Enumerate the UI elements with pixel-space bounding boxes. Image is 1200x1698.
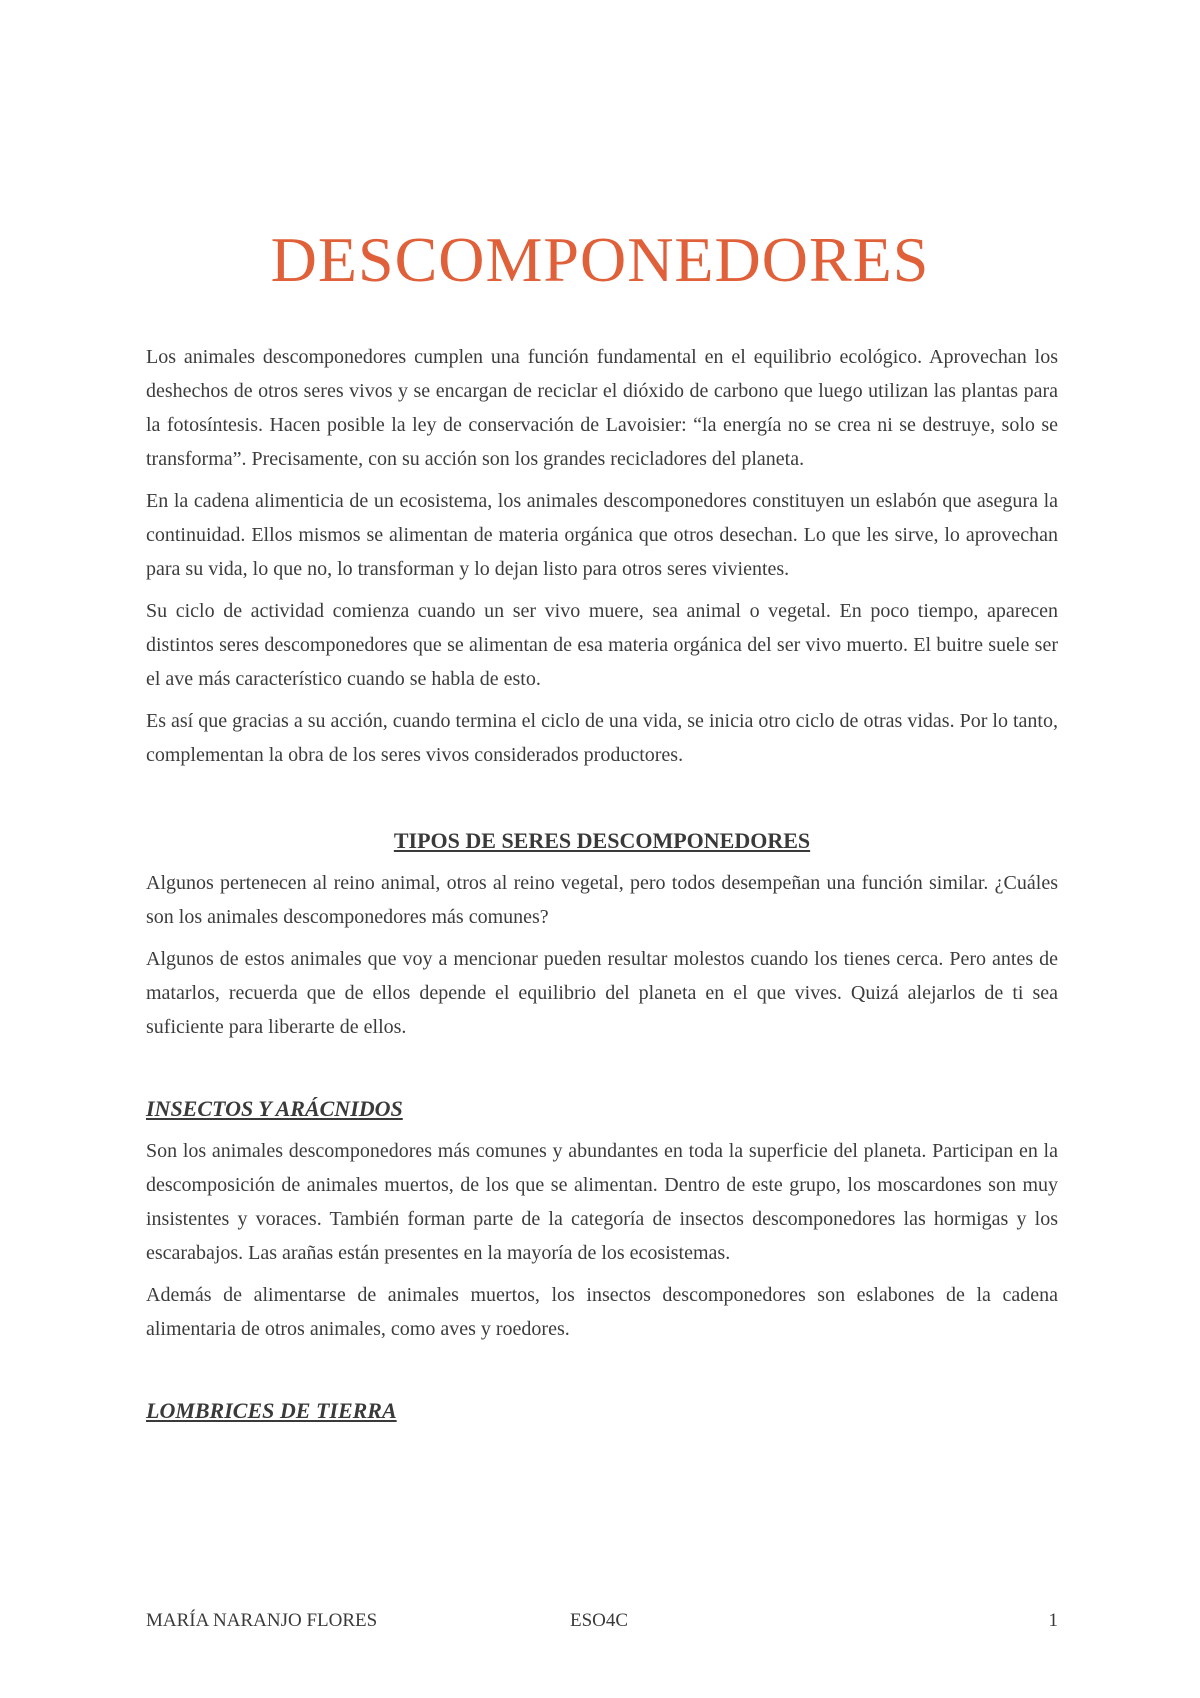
footer-course: ESO4C — [570, 1610, 629, 1631]
types-paragraph: Algunos pertenecen al reino animal, otros al reino vegetal, pero todos desempeñan una función similar. ¿Cuáles son los animales descomponedores más comunes? — [146, 872, 1058, 928]
insects-paragraph: Son los animales descomponedores más comunes y abundantes en toda la superficie del planeta. Participan en la descomposición de animales muertos, de los que se alimentan. Dentro de este grupo, los moscardones son muy insistentes y voraces. También forman parte de la categoría de insectos descomponedores las hormigas y los escarabajos. Las arañas están presentes en la mayoría de los ecosistemas. — [146, 1140, 1058, 1264]
document-body — [146, 340, 1058, 1436]
footer-author: MARÍA NARANJO FLORES — [146, 1610, 378, 1631]
intro-paragraph: Su ciclo de actividad comienza cuando un ser vivo muere, sea animal o vegetal. En poco tiempo, aparecen distintos seres descomponedores que se alimentan de esa materia orgánica del ser vivo muerto. El buitre suele ser el ave más característico cuando se habla de esto. — [146, 600, 1058, 690]
intro-paragraph: Es así que gracias a su acción, cuando termina el ciclo de una vida, se inicia otro ciclo de otras vidas. Por lo tanto, complementan la obra de los seres vivos considerados productores. — [146, 710, 1058, 766]
section-heading-types: TIPOS DE SERES DESCOMPONEDORES — [393, 828, 811, 853]
types-paragraph: Algunos de estos animales que voy a mencionar pueden resultar molestos cuando los tienes cerca. Pero antes de matarlos, recuerda que de ellos depende el equilibrio del planeta en el que vives. Quizá alejarlos de ti sea suficiente para liberarte de ellos. — [146, 948, 1058, 1038]
intro-paragraph: Los animales descomponedores cumplen una función fundamental en el equilibrio ecológico. Aprovechan los deshechos de otros seres vivos y se encargan de reciclar el dióxido de carbono que luego utilizan las plantas para la fotosíntesis. Hacen posible la ley de conservación de Lavoisier: “la energía no se crea ni se destruye, solo se transforma”. Precisamente, con su acción son los grandes recicladores del planeta. — [146, 346, 1058, 470]
insects-paragraph: Además de alimentarse de animales muertos, los insectos descomponedores son eslabones de la cadena alimentaria de otros animales, como aves y roedores. — [146, 1284, 1058, 1340]
document-title: DESCOMPONEDORES — [270, 224, 930, 295]
page-footer — [146, 1606, 1058, 1636]
subheading-insects: INSECTOS Y ARÁCNIDOS — [146, 1096, 403, 1121]
footer-page-number: 1 — [1048, 1610, 1058, 1631]
intro-paragraph: En la cadena alimenticia de un ecosistema, los animales descomponedores constituyen un eslabón que asegura la continuidad. Ellos mismos se alimentan de materia orgánica que otros desechan. Lo que les sirve, lo aprovechan para su vida, lo que no, lo transforman y lo dejan listo para otros seres vivientes. — [146, 490, 1058, 580]
subheading-worms: LOMBRICES DE TIERRA — [146, 1398, 397, 1423]
